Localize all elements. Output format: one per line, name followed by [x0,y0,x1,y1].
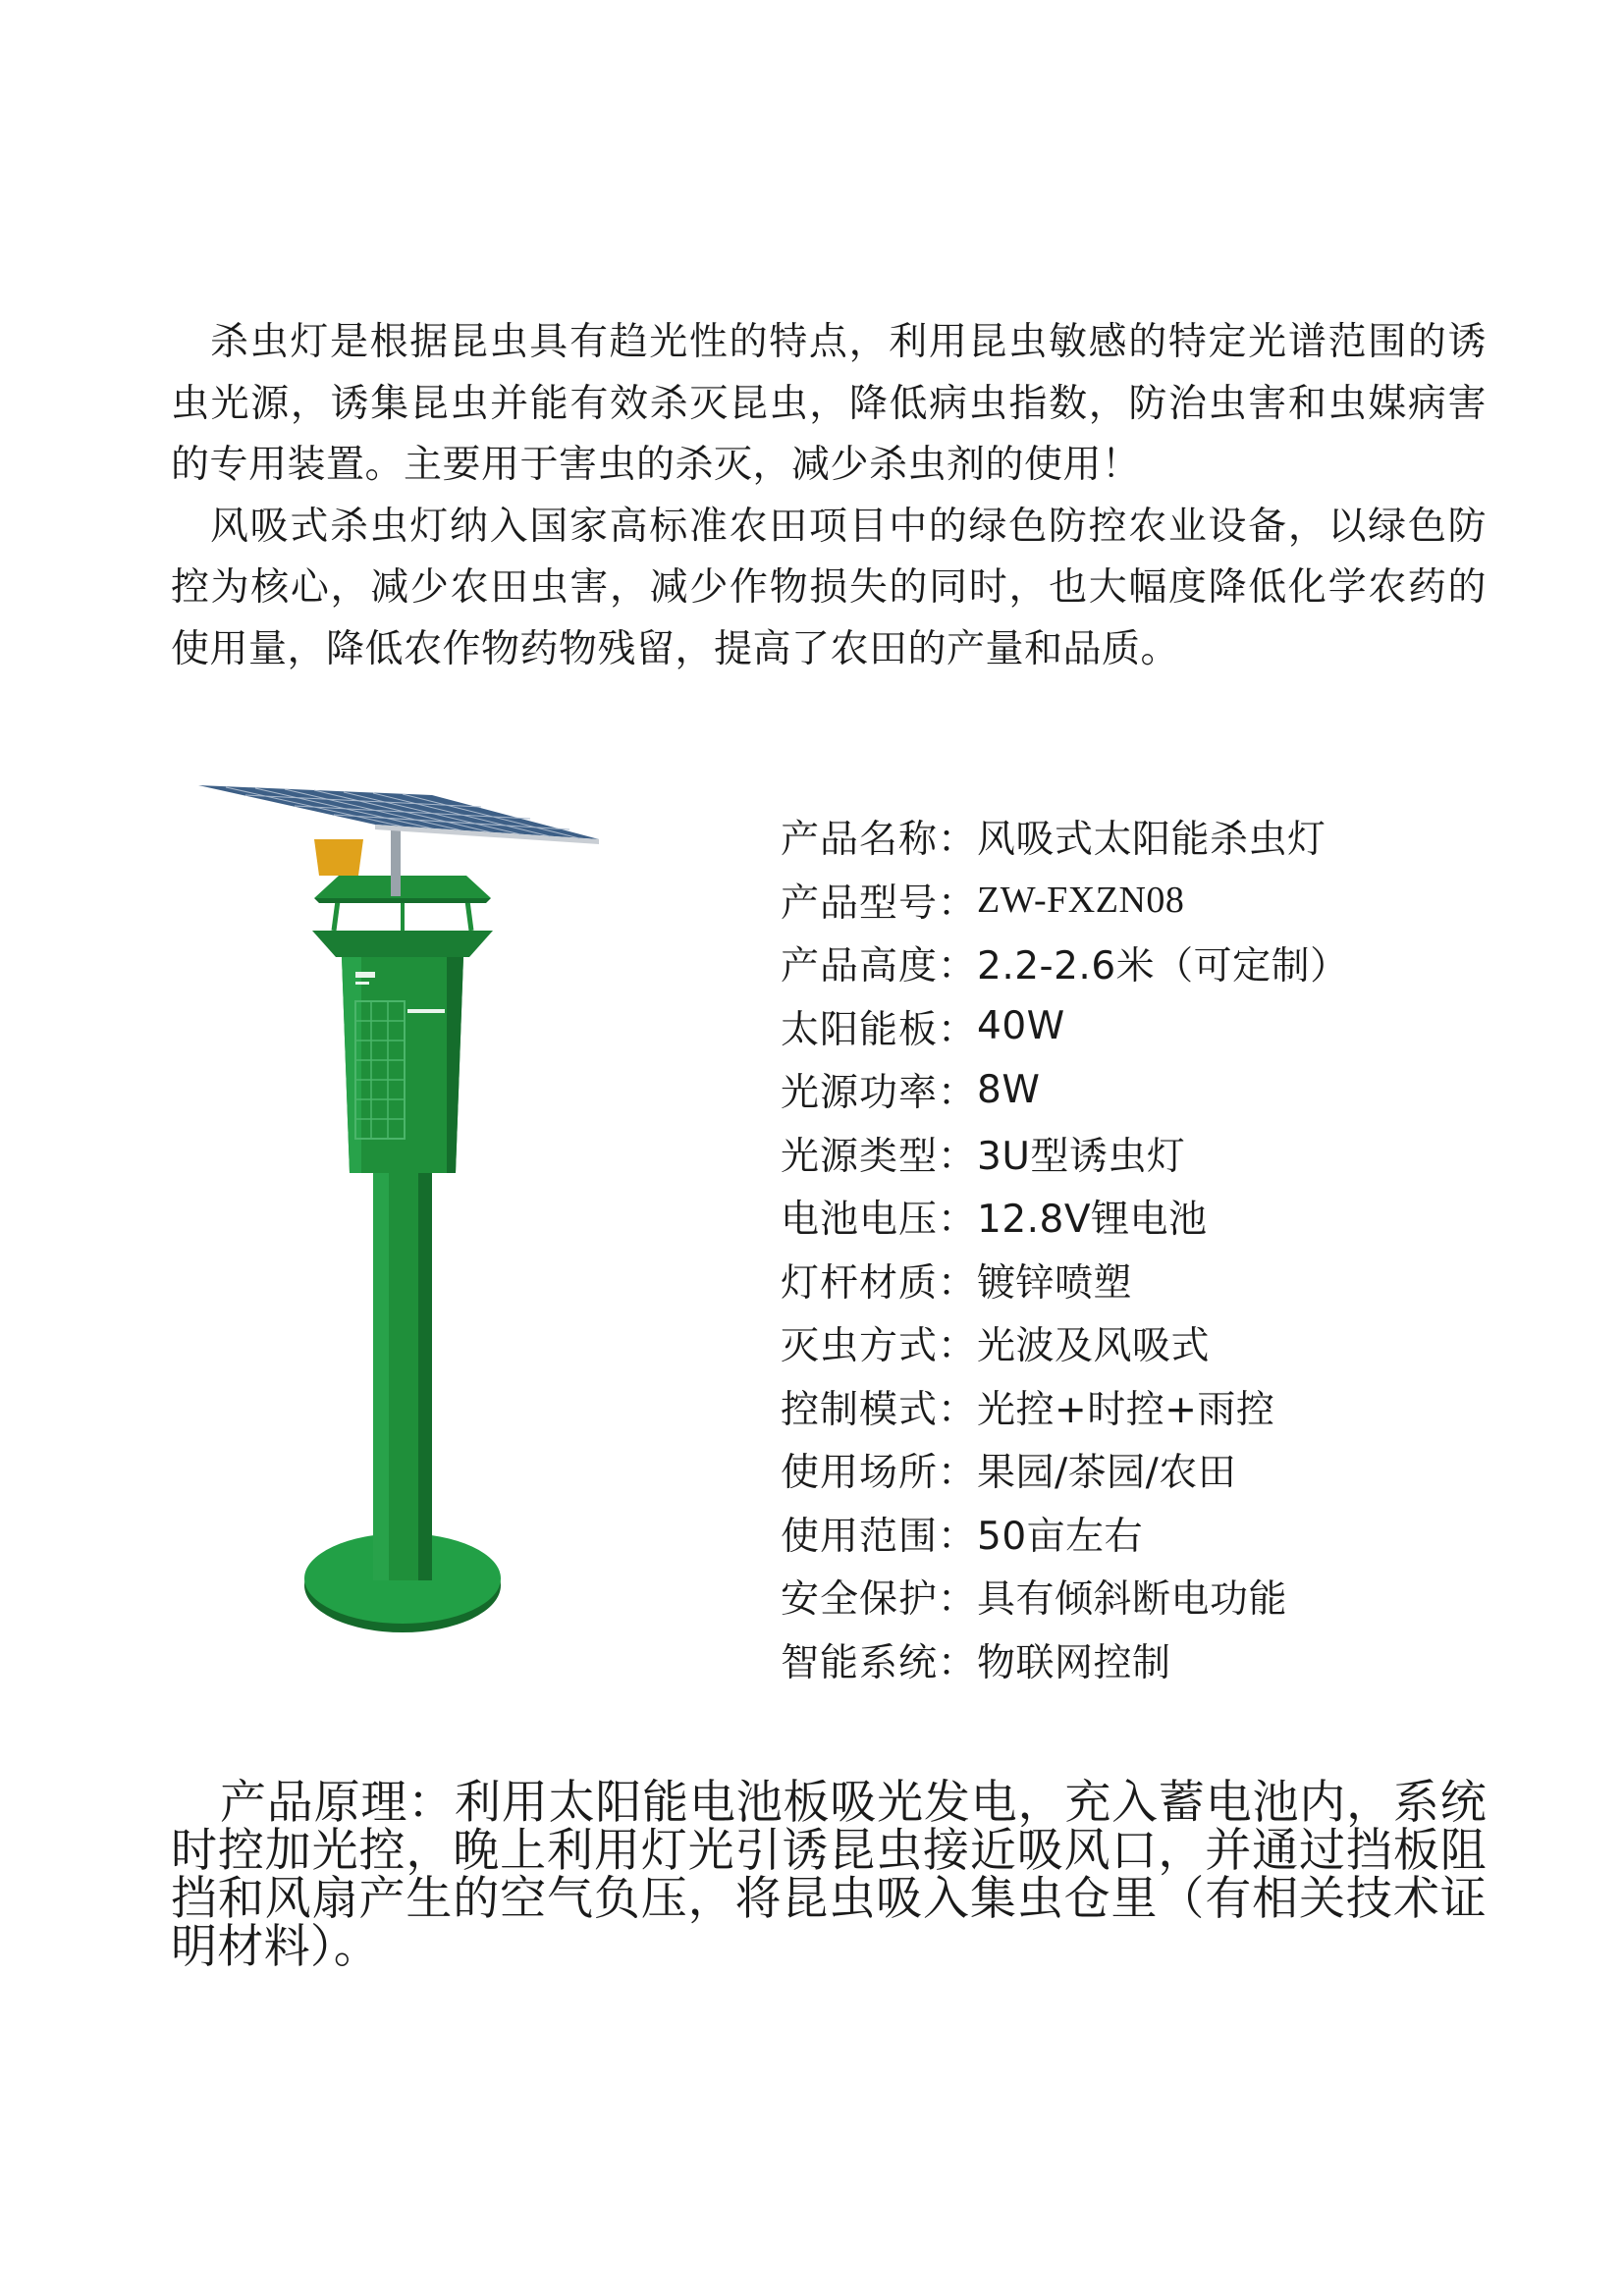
spec-label: 产品型号： [781,881,978,926]
spec-row-smart-system [781,1629,1488,1692]
spec-value: 镀锌喷塑 [977,1260,1133,1306]
spec-row-usage-place [781,1438,1488,1502]
spec-label: 太阳能板： [781,1007,978,1052]
spec-value: 50亩左右 [977,1514,1144,1559]
spec-label: 智能系统： [781,1640,978,1685]
spec-row-height [781,932,1488,995]
spec-value: ZW-FXZN08 [977,879,1185,921]
spec-row-product-name [781,805,1488,869]
solar-insect-killer-lamp-icon [187,785,619,1659]
spec-value: 40W [977,1004,1065,1049]
spec-value: 果园/茶园/农田 [977,1451,1237,1496]
spec-value: 光波及风吸式 [977,1324,1211,1369]
spec-value: 12.8V锂电池 [977,1198,1208,1243]
spec-row-control-mode [781,1375,1488,1439]
spec-label: 光源功率： [781,1071,978,1116]
spec-row-kill-method [781,1311,1488,1375]
spec-value: 8W [977,1067,1041,1112]
spec-value: 物联网控制 [977,1640,1171,1685]
spec-label: 控制模式： [781,1387,978,1432]
spec-label: 安全保护： [781,1577,978,1623]
spec-label: 使用范围： [781,1514,978,1559]
spec-label: 产品高度： [781,944,978,989]
spec-label: 光源类型： [781,1134,978,1179]
spec-list [781,805,1488,1691]
spec-row-solar-panel [781,995,1488,1059]
spec-row-light-power [781,1058,1488,1122]
intro-paragraph-2: 风吸式杀虫灯纳入国家高标准农田项目中的绿色防控农业设备，以绿色防控为核心，减少农田虫害，减少作物损失的同时，也大幅度降低化学农药的使用量，降低农作物药物残留，提高了农田的产量和品质。 [171,504,1487,671]
spec-label: 电池电压： [781,1198,978,1243]
spec-row-battery [781,1185,1488,1249]
spec-row-model [781,869,1488,933]
spec-value: 3U型诱虫灯 [977,1134,1186,1179]
spec-row-usage-range [781,1502,1488,1566]
intro-paragraph-1: 杀虫灯是根据昆虫具有趋光性的特点，利用昆虫敏感的特定光谱范围的诱虫光源，诱集昆虫并能有效杀灭昆虫，降低病虫指数，防治虫害和虫媒病害的专用装置。主要用于害虫的杀灭，减少杀虫剂的使用！ [171,320,1487,487]
spec-row-pole-material [781,1249,1488,1312]
spec-row-light-type [781,1122,1488,1186]
intro-section [171,312,1487,680]
spec-label: 使用场所： [781,1451,978,1496]
principle-section [171,1776,1487,1974]
product-image [187,785,619,1659]
spec-value: 光控+时控+雨控 [977,1387,1275,1432]
spec-label: 灯杆材质： [781,1260,978,1306]
spec-label: 灭虫方式： [781,1324,978,1369]
spec-value: 风吸式太阳能杀虫灯 [977,818,1326,863]
principle-paragraph: 产品原理：利用太阳能电池板吸光发电，充入蓄电池内，系统时控加光控，晚上利用灯光引诱昆虫接近吸风口，并通过挡板阻挡和风扇产生的空气负压，将昆虫吸入集虫仓里（有相关技术证明材料）。 [171,1776,1487,1974]
spec-value: 2.2-2.6米（可定制） [977,944,1349,989]
spec-row-safety [781,1565,1488,1629]
spec-value: 具有倾斜断电功能 [977,1577,1288,1623]
spec-label: 产品名称： [781,818,978,863]
